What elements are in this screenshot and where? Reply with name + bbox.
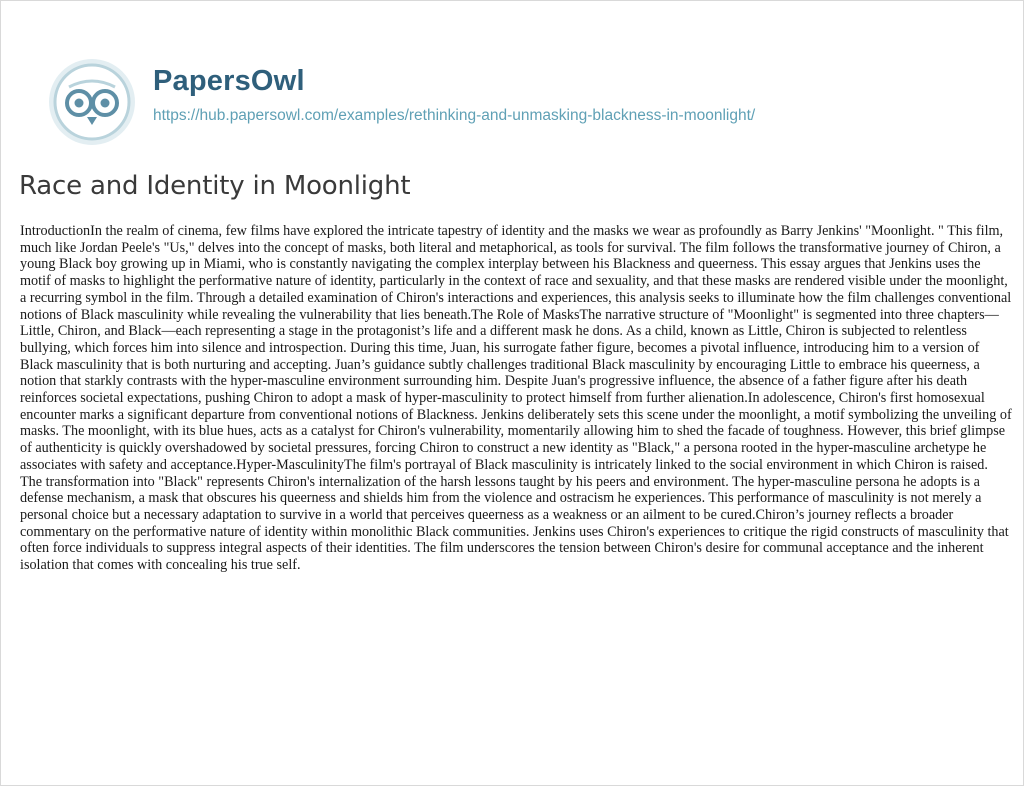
site-header bbox=[47, 57, 1007, 147]
document-body: IntroductionIn the realm of cinema, few films have explored the intricate tapestry of identity and the masks we wear as profoundly as Barry Jenkins' "Moonlight. " This film, much like Jordan Peele's "Us," delves into the concept of masks, both literal and metaphorical, as tools for survival. The film follows the transformative journey of Chiron, a young Black boy growing up in Miami, who is constantly navigating the complex interplay between his Blackness and queerness. This essay argues that Jenkins uses the motif of masks to highlight the performative nature of identity, particularly in the context of race and sexuality, and that these masks are rendered visible under the moonlight, a recurring symbol in the film. Through a detailed examination of Chiron's interactions and experiences, this analysis seeks to illuminate how the film challenges conventional notions of Black masculinity while revealing the vulnerability that lies beneath.The Role of MasksThe narrative structure of "Moonlight" is segmented into three chapters—Little, Chiron, and Black—each representing a stage in the protagonist’s life and a different mask he dons. As a child, known as Little, Chiron is subjected to relentless bullying, which forces him into silence and introspection. During this time, Juan, his surrogate father figure, becomes a pivotal influence, introducing him to a version of Black masculinity that is both nurturing and accepting. Juan’s guidance subtly challenges traditional Black masculinity by encouraging Little to embrace his queerness, a notion that starkly contrasts with the hyper-masculine environment surrounding him. Despite Juan's progressive influence, the absence of a father figure after his death reinforces societal expectations, pushing Chiron to adopt a mask of hyper-masculinity to protect himself from further alienation.In adolescence, Chiron's first homosexual encounter marks a significant departure from conventional notions of Blackness. Jenkins deliberately sets this scene under the moonlight, a motif symbolizing the unveiling of masks. The moonlight, with its blue hues, acts as a catalyst for Chiron's vulnerability, momentarily allowing him to shed the facade of toughness. However, this brief glimpse of authenticity is quickly overshadowed by societal pressures, forcing Chiron to construct a new identity as "Black," a persona rooted in the hyper-masculine archetype he associates with safety and acceptance.Hyper-MasculinityThe film's portrayal of Black masculinity is intricately linked to the social environment in which Chiron is raised. The transformation into "Black" represents Chiron's internalization of the harsh lessons taught by his peers and environment. The hyper-masculine persona he adopts is a defense mechanism, a mask that obscures his queerness and shields him from the violence and ostracism he experiences. This performance of masculinity is not merely a personal choice but a necessary adaptation to survive in a world that perceives queerness as a weakness or an ailment to be cured.Chiron’s journey reflects a broader commentary on the performative nature of identity within monolithic Black communities. Jenkins uses Chiron's experiences to critique the rigid constructs of masculinity that often force individuals to suppress integral aspects of their identities. The film underscores the tension between Chiron's desire for communal acceptance and the inherent isolation that comes with concealing his true self. bbox=[20, 223, 1012, 574]
brand-name: PapersOwl bbox=[153, 65, 305, 97]
document-title: Race and Identity in Moonlight bbox=[19, 171, 411, 201]
source-url-link[interactable]: https://hub.papersowl.com/examples/rethinking-and-unmasking-blackness-in-moonlight/ bbox=[153, 107, 756, 124]
owl-logo-icon bbox=[47, 57, 137, 147]
